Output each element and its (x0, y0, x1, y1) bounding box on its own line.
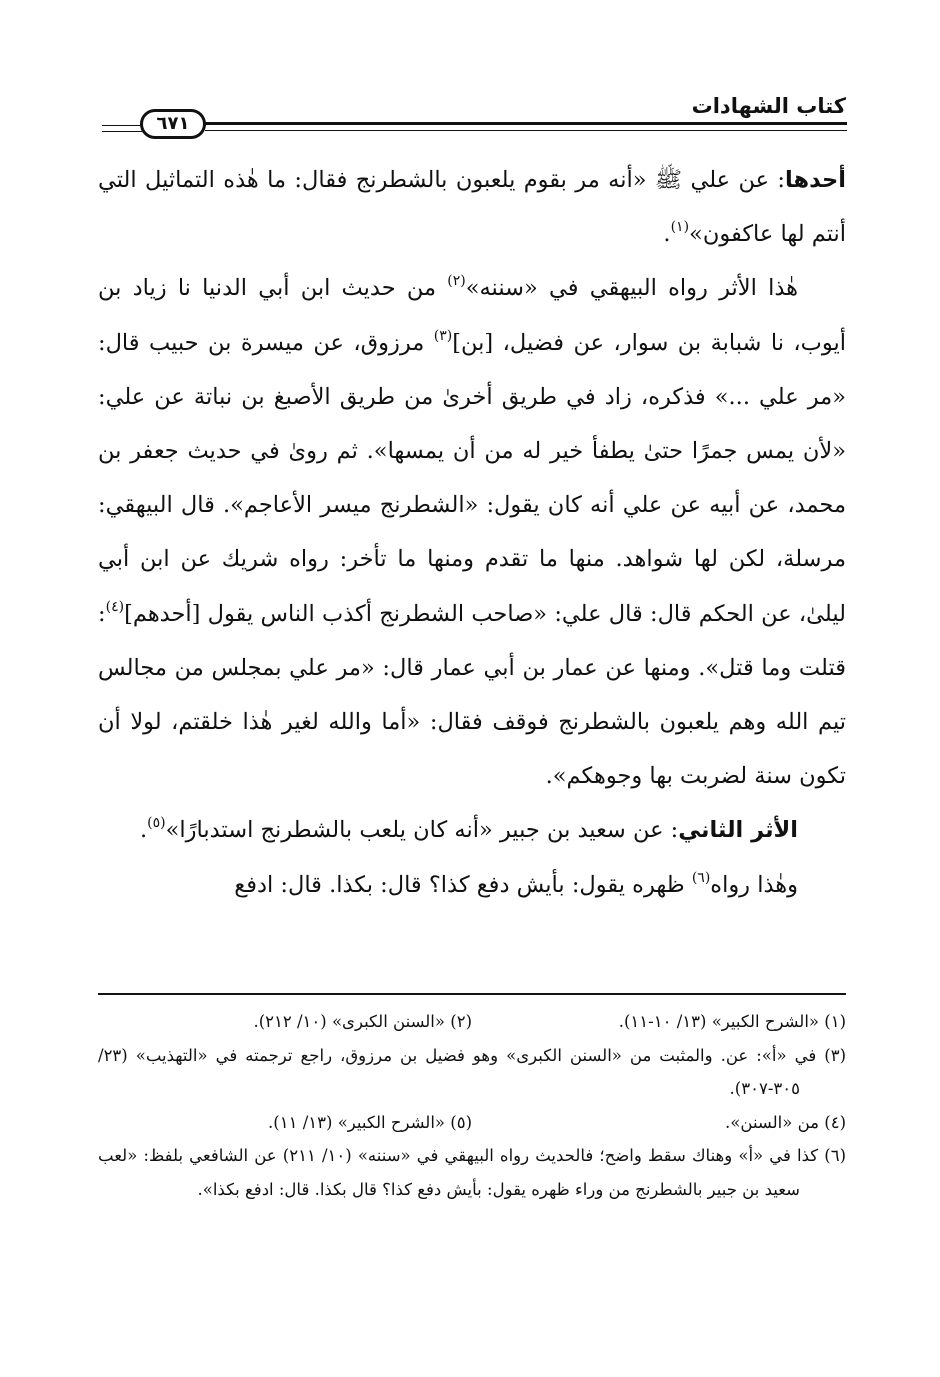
footnote-separator (98, 993, 846, 995)
text-run: من حديث ابن أبي الدنيا نا زياد بن أيوب، نا شبابة بن سوار، عن فضيل، [بن] (98, 275, 846, 356)
footnote-row (98, 1106, 846, 1140)
header-rule-thin (205, 130, 847, 131)
text-run: : عن علي ﷺ «أنه مر بقوم يلعبون بالشطرنج فقال: ما هٰذه التماثيل التي أنتم لها عاكفون» (98, 167, 846, 248)
footnote-4: (٤) من «السنن». (725, 1112, 846, 1132)
footnote-3: (٣) في «أ»: عن. والمثبت من «السنن الكبرى» وهو فضيل بن مرزوق، راجع ترجمته في «التهذيب» (٢٣/ ٣٠٥-٣٠٧). (98, 1045, 846, 1098)
footnote-ref: (٥) (147, 815, 166, 832)
page-number-badge: ٦٧١ (140, 109, 206, 139)
paragraph-2 (98, 261, 846, 803)
paragraph-3 (98, 803, 846, 857)
text-run: مرزوق، عن ميسرة بن حبيب قال: «مر علي ...» فذكره، زاد في طريق أخرىٰ من طريق الأصبغ بن نباتة عن علي: «لأن يمس جمرًا حتىٰ يطفأ خير له من أن يمسها». ثم روىٰ في حديث جعفر بن محمد، عن أبيه عن علي أنه كان يقول: «الشطرنج ميسر الأعاجم». قال البيهقي: مرسلة، لكن لها شواهد. منها ما تقدم ومنها ما تأخر: رواه شريك عن ابن أبي ليلىٰ، عن الحكم قال: قال علي: «صاحب الشطرنج أكذب الناس يقول [أحدهم] (98, 329, 846, 627)
footnote-1: (١) «الشرح الكبير» (١٣/ ١٠-١١). (618, 1012, 846, 1031)
footnote-2: (٢) «السنن الكبرى» (١٠/ ٢١٢). (253, 1012, 472, 1031)
lead-word: أحدها (785, 167, 846, 193)
footnote-ref: (١) (670, 219, 690, 236)
text-run: هٰذا الأثر رواه البيهقي في «سننه» (465, 275, 798, 302)
header-rule-left-top (102, 125, 142, 126)
text-run: . (663, 221, 671, 248)
lead-word: الأثر الثاني (678, 817, 798, 844)
header-rule-thick (205, 122, 847, 125)
footnote-6: (٦) كذا في «أ» وهناك سقط واضح؛ فالحديث رواه البيهقي في «سننه» (١٠/ ٢١١) عن الشافعي بلفظ: «لعب سعيد بن جبير بالشطرنج من وراء ظهره يقول: بأيش دفع كذا؟ قال بكذا. قال: ادفع بكذا». (98, 1146, 847, 1199)
text-run: : عن سعيد بن جبير «أنه كان يلعب بالشطرنج استدبارًا» (165, 817, 679, 844)
text-run: ظهره يقول: بأيش دفع كذا؟ قال: بكذا. قال: ادفع (234, 871, 692, 898)
main-text (98, 153, 846, 912)
footnote-row (98, 1005, 846, 1039)
paragraph-4 (98, 858, 846, 912)
running-head-title: كتاب الشهادات (691, 94, 846, 118)
header-rule-left-bottom (102, 131, 142, 132)
paragraph-1 (98, 153, 846, 261)
footnote-ref: (٤) (105, 598, 125, 615)
footnotes (98, 1005, 846, 1206)
footnote-ref: (٣) (433, 327, 453, 344)
text-run: وهٰذا رواه (710, 871, 798, 898)
footnote-ref: (٦) (691, 869, 711, 886)
footnote-5: (٥) «الشرح الكبير» (١٣/ ١١). (268, 1112, 472, 1132)
text-run: : قتلت وما قتل». ومنها عن عمار بن أبي عمار قال: «مر علي بمجلس من مجالس تيم الله وهم يلعبون بالشطرنج فوقف فقال: «أما والله لغير هٰذا خلقتم، لولا أن تكون سنة لضربت بها وجوهكم». (98, 600, 846, 790)
text-run: . (140, 817, 148, 844)
footnote-ref: (٢) (447, 273, 466, 290)
